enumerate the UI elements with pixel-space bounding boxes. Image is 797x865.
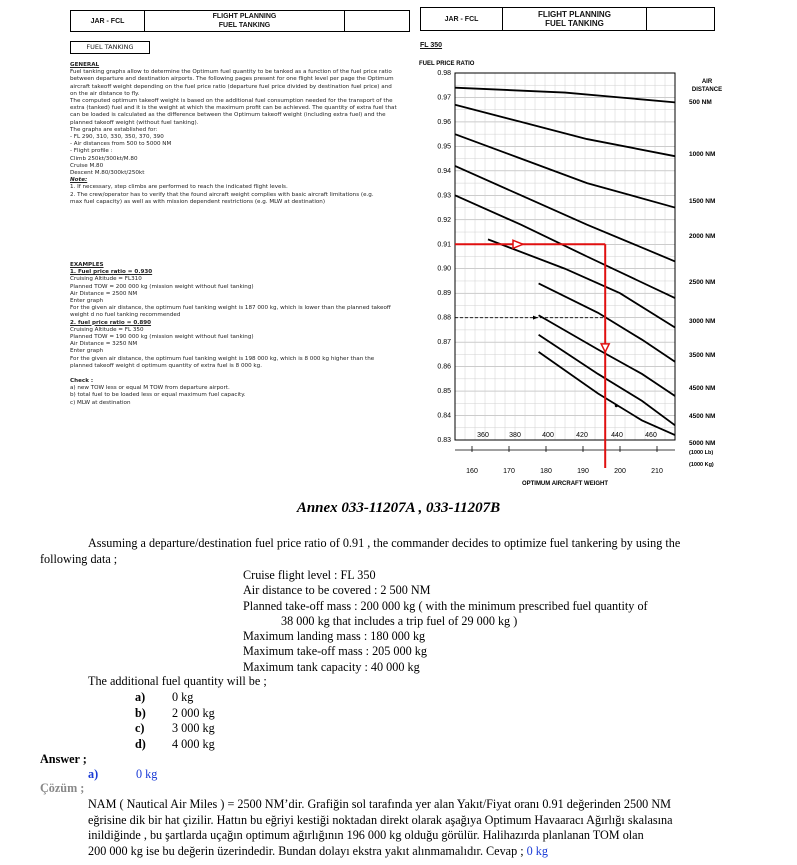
x-tick-kg: 210 — [651, 468, 663, 475]
answer-label: Answer ; — [40, 752, 87, 766]
y-tick-label: 0.91 — [437, 241, 451, 249]
option-a[interactable] — [135, 690, 215, 706]
x-tick-kg: 190 — [577, 468, 589, 475]
general-line: The computed optimum takeoff weight is based on the additional fuel consumption needed for the transport of the — [70, 98, 393, 105]
general-line: aircraft takeoff weight depending on the fuel price ratio (departure fuel price divided by destination fuel price) and — [70, 83, 392, 90]
general-line: - FL 290, 310, 330, 350, 370, 390 — [70, 134, 164, 141]
x-tick-lb: 420 — [576, 432, 588, 439]
answer-row — [88, 767, 157, 782]
option-d[interactable] — [135, 737, 215, 753]
example-point — [615, 404, 618, 407]
y-tick-label: 0.88 — [437, 314, 451, 322]
note-heading: Note: — [70, 177, 88, 184]
examples-heading: EXAMPLES — [70, 262, 104, 268]
data-line: Cruise flight level : FL 350 — [243, 568, 376, 582]
note-text — [70, 184, 415, 206]
check-line: c) MLW at destination — [70, 399, 131, 406]
left-body — [70, 62, 415, 206]
data-line: Planned take-off mass : 200 000 kg ( with the minimum prescribed fuel quantity of — [243, 598, 648, 613]
y-tick-label: 0.93 — [437, 192, 451, 200]
right-header — [420, 7, 715, 31]
red-arrow-right — [513, 240, 523, 248]
distance-label: 1500 NM — [689, 198, 716, 205]
answer-text: 0 kg — [136, 767, 158, 781]
option-letter: d) — [135, 736, 146, 751]
distance-label: 4500 NM — [689, 413, 716, 420]
x-tick-lb: 460 — [645, 432, 657, 439]
option-letter: b) — [135, 705, 146, 720]
series-line — [488, 239, 675, 327]
note-line: 1. If necessary, step climbs are performed to reach the indicated flight levels. — [70, 184, 288, 191]
example2-line: Air Distance = 3250 NM — [70, 341, 138, 348]
general-line: can be loaded is calculated as the difference between the Optimum takeoff weight (including extra fuel) and the — [70, 112, 386, 119]
data-line: Maximum take-off mass : 205 000 kg — [243, 644, 427, 659]
general-line: - Flight profile : — [70, 148, 113, 155]
data-line: Maximum tank capacity : 40 000 kg — [243, 659, 420, 674]
general-line: Cruise M.80 — [70, 162, 104, 169]
example2-line: Cruising Altitude = FL 350 — [70, 326, 144, 333]
distance-label: 3500 NM — [689, 352, 716, 359]
example2-line: For the given air distance, the optimum fuel tanking weight is 198 000 kg, which is 8 000 kg higher than the — [70, 355, 375, 362]
option-c[interactable] — [135, 721, 215, 737]
distance-header-line: AIR — [701, 79, 713, 85]
data-line: Maximum landing mass : 180 000 kg — [243, 629, 426, 644]
left-header-code: JAR - FCL — [71, 11, 145, 31]
general-line: Fuel tanking graphs allow to determine the Optimum fuel quantity to be tanked as a function of the fuel price ratio — [70, 69, 392, 76]
general-line: The graphs are established for: — [70, 126, 158, 133]
check-text — [70, 385, 415, 407]
x-tick-lb: 400 — [542, 432, 554, 439]
check-heading: Check : — [70, 378, 94, 385]
data-list — [243, 568, 648, 675]
flight-level-label: FL 350 — [420, 42, 443, 49]
example1-line: weight d no fuel tanking recommended — [70, 312, 181, 319]
annex-caption: Annex 033-11207A , 033-11207B — [296, 500, 501, 516]
answer-letter: a) — [88, 767, 99, 781]
example1-line: Air Distance = 2500 NM — [70, 290, 138, 297]
x-tick-lb: 380 — [509, 432, 521, 439]
examples-block — [70, 262, 415, 407]
y-tick-label: 0.98 — [437, 70, 451, 77]
x-tick-lb: 360 — [477, 432, 489, 439]
x-tick-lb: 440 — [611, 432, 623, 439]
x-tick-kg: 170 — [503, 468, 515, 475]
y-tick-label: 0.90 — [437, 265, 451, 273]
unit-kg: (1000 Kg) — [689, 462, 714, 468]
section-box: FUEL TANKING — [70, 41, 150, 54]
distance-label: 500 NM — [689, 99, 712, 106]
example1-line: Cruising Altitude = FL310 — [70, 276, 142, 283]
y-tick-label: 0.83 — [437, 437, 451, 444]
distance-header-line: DISTANCE — [691, 87, 723, 93]
solution-label: Çözüm ; — [40, 781, 85, 795]
example2-line: Planned TOW = 190 000 kg (mission weight without fuel tanking) — [70, 334, 254, 341]
x-axis-label: OPTIMUM AIRCRAFT WEIGHT — [521, 481, 609, 487]
check-line: b) total fuel to be loaded less or equal maximum fuel capacity. — [70, 392, 246, 399]
unit-lb: (1000 Lb) — [689, 450, 714, 456]
left-header-title: FLIGHT PLANNING FUEL TANKING — [145, 11, 345, 31]
general-line: on the air distance to fly. — [70, 90, 140, 97]
y-tick-label: 0.95 — [437, 143, 451, 151]
y-axis-label: FUEL PRICE RATIO — [419, 61, 475, 67]
example1-line: Planned TOW = 200 000 kg (mission weight without fuel tanking) — [70, 283, 254, 290]
general-heading: GENERAL — [70, 62, 100, 68]
distance-label: 5000 NM — [689, 440, 716, 447]
left-header — [70, 10, 410, 32]
y-tick-label: 0.86 — [437, 363, 451, 371]
fuel-tanking-chart — [415, 55, 735, 495]
solution-text — [88, 797, 673, 859]
option-text: 0 kg — [172, 690, 194, 704]
check-line: a) new TOW less or equal M TOW from departure airport. — [70, 385, 230, 392]
y-tick-label: 0.94 — [437, 167, 451, 175]
option-b[interactable] — [135, 706, 215, 722]
solution-line: eğrisine dik bir hat çizilir. Hattın bu eğriyi kestiği noktadan direkt olarak aşağıya Optimum Havaaracı Ağırlığı skalasına — [88, 812, 673, 827]
right-header-title: FLIGHT PLANNING FUEL TANKING — [503, 8, 647, 30]
y-tick-label: 0.97 — [437, 94, 451, 102]
x-tick-kg: 160 — [466, 468, 478, 475]
options-list — [135, 690, 215, 752]
red-arrow-down — [601, 344, 609, 352]
solution-line: NAM ( Nautical Air Miles ) = 2500 NM’dir. Grafiğin sol tarafında yer alan Yakıt/Fiyat oranı 0.91 değerinden 2500 NM — [88, 797, 671, 811]
option-text: 3 000 kg — [172, 721, 215, 735]
data-line: Air distance to be covered : 2 500 NM — [243, 583, 431, 598]
distance-label: 2000 NM — [689, 233, 716, 240]
y-tick-label: 0.87 — [437, 339, 451, 347]
distance-label: 2500 NM — [689, 279, 716, 286]
data-line: 38 000 kg that includes a trip fuel of 29 000 kg ) — [281, 613, 518, 628]
example2-text — [70, 327, 415, 370]
general-text — [70, 69, 415, 177]
general-line: planned takeoff weight (without fuel tanking). — [70, 119, 199, 126]
series-line — [539, 352, 675, 435]
distance-label: 1000 NM — [689, 151, 716, 158]
solution-last-line: 200 000 kg ise bu değerin üzerindedir. Bundan dolayı ekstra yakıt alınmamalıdır. Cevap ; — [88, 843, 527, 858]
question-line-1: Assuming a departure/destination fuel price ratio of 0.91 , the commander decides to optimize fuel tankering by using the — [88, 536, 681, 550]
distance-label: 4500 NM — [689, 385, 716, 392]
option-letter: a) — [135, 690, 146, 704]
series-line — [539, 315, 675, 396]
general-line: Descent M.80/300kt/250kt — [70, 170, 145, 177]
example2-heading: 2. fuel price ratio = 0.890 — [70, 319, 152, 326]
general-line: - Air distances from 500 to 5000 NM — [70, 141, 172, 148]
solution-line: inildiğinde , bu şartlarda uçağın optimum ağırlığının 196 000 kg olduğu görülür. Halihazırda planlanan TOM olan — [88, 828, 644, 842]
general-line: Climb 250kt/300kt/M.80 — [70, 155, 138, 162]
y-tick-label: 0.96 — [437, 118, 451, 126]
x-tick-kg: 180 — [540, 468, 552, 475]
question-prompt: The additional fuel quantity will be ; — [88, 674, 267, 688]
y-tick-label: 0.85 — [437, 388, 451, 396]
y-tick-label: 0.92 — [437, 216, 451, 224]
y-tick-label: 0.89 — [437, 290, 451, 298]
right-header-blank — [647, 8, 714, 30]
x-tick-kg: 200 — [614, 468, 626, 475]
right-header-code: JAR - FCL — [421, 8, 503, 30]
note-line: max fuel capacity) as well as with mission dependent restrictions (e.g. MLW at destination) — [70, 198, 326, 205]
example1-line: For the given air distance, the optimum fuel tanking weight is 187 000 kg, which is lower than the planned takeoff — [70, 305, 391, 312]
question-line-2: following data ; — [40, 552, 118, 566]
distance-label: 3000 NM — [689, 318, 716, 325]
example2-line: Enter graph — [70, 348, 104, 355]
option-letter: c) — [135, 721, 145, 735]
left-header-blank — [345, 11, 409, 31]
note-line: 2. The crew/operator has to verify that the found aircraft weight complies with basic aircraft limitations (e.g. — [70, 191, 374, 198]
dashed-arrow — [533, 316, 538, 320]
solution-line — [88, 844, 673, 860]
solution-answer: 0 kg — [526, 843, 548, 858]
general-line: between departure and destination airports. The following pages present for one flight level per page the Optimum — [70, 76, 394, 83]
example1-line: Enter graph — [70, 298, 104, 305]
y-tick-label: 0.84 — [437, 412, 451, 420]
example1-heading: 1. Fuel price ratio = 0.930 — [70, 269, 153, 276]
general-line: extra (tanked) fuel and it is the weight at which the maximum profit can be achieved. The quantity of extra fuel that — [70, 105, 397, 112]
option-text: 2 000 kg — [172, 705, 215, 720]
example2-line: planned takeoff weight d optimum quantity of extra fuel is 8 000 kg. — [70, 362, 262, 369]
example1-text — [70, 276, 415, 319]
option-text: 4 000 kg — [172, 736, 215, 751]
